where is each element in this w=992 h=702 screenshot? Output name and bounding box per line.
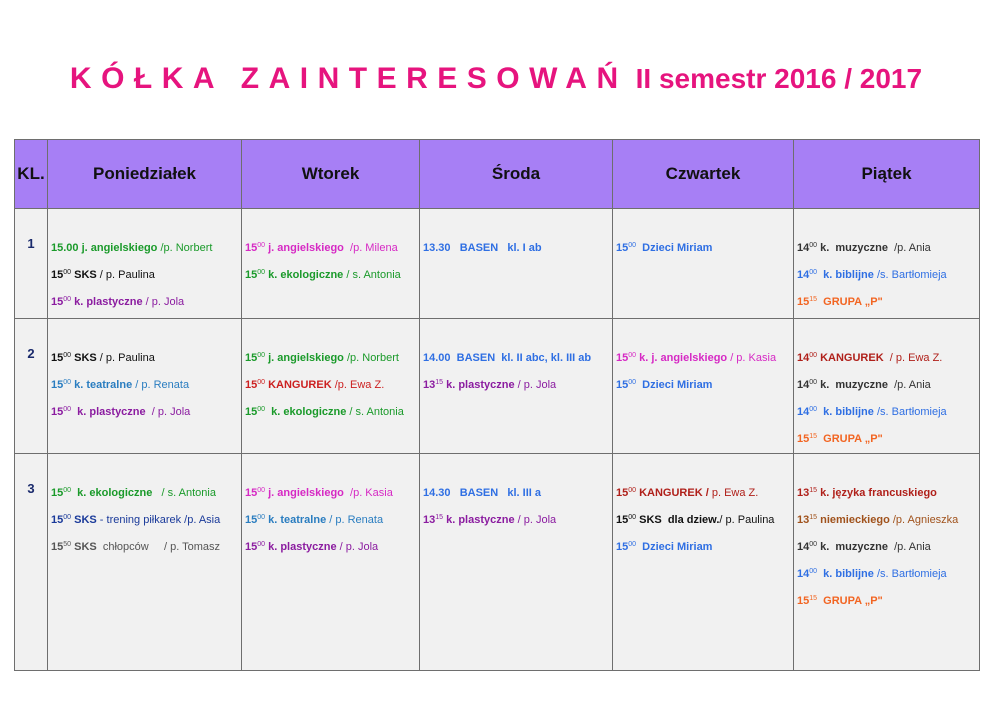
activity-time: 15 <box>616 514 629 526</box>
activity-entry <box>51 480 241 507</box>
activity-teacher: / p. Paulina <box>96 352 155 364</box>
activity-name: k. ekologiczne <box>71 487 153 499</box>
activity-teacher: /s. Bartłomieja <box>873 406 947 418</box>
cell-monday <box>48 209 242 319</box>
activity-entry <box>245 480 419 507</box>
activity-teacher: / p. Kasia <box>727 352 777 364</box>
activity-entry <box>616 480 793 507</box>
activity-time-minutes: 00 <box>257 352 266 359</box>
activity-time-minutes: 00 <box>809 242 818 249</box>
table-row <box>15 209 980 319</box>
activity-time-minutes: 15 <box>435 514 444 521</box>
activity-time: 14 <box>797 406 810 418</box>
activity-name: k. muzyczne <box>817 541 888 553</box>
activity-teacher: / s. Antonia <box>343 269 401 281</box>
activity-time-minutes: 00 <box>257 514 266 521</box>
activity-time: 15 <box>245 406 258 418</box>
activity-entry <box>797 507 979 534</box>
activity-name: k. teatralne <box>265 514 327 526</box>
activity-teacher: / p. Paulina <box>96 269 155 281</box>
cell-tuesday <box>242 454 420 671</box>
activity-entry <box>797 345 979 372</box>
cell-wednesday <box>420 209 613 319</box>
activity-time-minutes: 15 <box>809 296 818 303</box>
activity-time: 15 <box>797 595 810 607</box>
activity-time-minutes: 00 <box>809 379 818 386</box>
activity-entry <box>797 480 979 507</box>
activity-name: k. biblijne <box>817 406 874 418</box>
activity-entry <box>423 480 612 507</box>
header-thursday: Czwartek <box>613 140 794 209</box>
activity-name: k. muzyczne <box>817 242 888 254</box>
title-main: KÓŁKA ZAINTERESOWAŃ <box>69 62 628 95</box>
activity-time: 15 <box>51 296 64 308</box>
activity-time-minutes: 15 <box>809 487 818 494</box>
activity-time-minutes: 00 <box>809 352 818 359</box>
activity-entry <box>423 507 612 534</box>
activity-entry <box>797 561 979 588</box>
activity-time: 14 <box>797 242 810 254</box>
activity-time-minutes: 00 <box>63 487 72 494</box>
activity-entry <box>51 289 241 316</box>
activity-time-minutes: 00 <box>809 568 818 575</box>
cell-thursday <box>613 454 794 671</box>
activity-name: j. angielskiego <box>265 487 344 499</box>
cell-wednesday <box>420 454 613 671</box>
activity-time: 13 <box>797 487 810 499</box>
activity-time-minutes: 00 <box>628 541 637 548</box>
header-wednesday: Środa <box>420 140 613 209</box>
activity-time: 15 <box>51 269 64 281</box>
activity-time: 15.00 <box>51 242 79 254</box>
activity-teacher: /s. Bartłomieja <box>873 269 947 281</box>
activity-time: 15 <box>51 541 64 553</box>
header-row <box>15 140 980 209</box>
activity-time-minutes: 15 <box>435 379 444 386</box>
activity-teacher: /s. Bartłomieja <box>873 568 947 580</box>
cell-tuesday <box>242 319 420 454</box>
activity-time-minutes: 00 <box>257 406 266 413</box>
schedule-table <box>14 139 980 671</box>
activity-name: k. biblijne <box>817 568 874 580</box>
activity-name: j. angielskiego <box>78 242 158 254</box>
activity-entry <box>616 372 793 399</box>
activity-teacher: / p. Paulina <box>719 514 775 526</box>
activity-name: GRUPA „P" <box>817 433 883 445</box>
activity-entry <box>616 507 793 534</box>
activity-name: k. plastyczne <box>265 541 337 553</box>
activity-time: 15 <box>51 379 64 391</box>
activity-name: BASEN kl. I ab <box>450 242 542 254</box>
class-number: 3 <box>15 454 48 671</box>
activity-entry <box>245 507 419 534</box>
activity-name: k. teatralne <box>71 379 133 391</box>
activity-time-minutes: 00 <box>257 541 266 548</box>
activity-time: 15 <box>51 514 64 526</box>
activity-entry <box>616 534 793 561</box>
cell-tuesday <box>242 209 420 319</box>
activity-entry <box>245 345 419 372</box>
activity-time-minutes: 00 <box>63 379 72 386</box>
activity-entry <box>423 345 612 372</box>
activity-teacher: /p. Kasia <box>343 487 393 499</box>
activity-teacher: /p. Ania <box>887 242 931 254</box>
cell-monday <box>48 454 242 671</box>
activity-time: 13.30 <box>423 242 451 254</box>
cell-monday <box>48 319 242 454</box>
activity-name: SKS <box>71 514 97 526</box>
activity-time: 15 <box>245 541 258 553</box>
activity-name: SKS <box>71 352 97 364</box>
activity-entry <box>51 507 241 534</box>
activity-time: 13 <box>423 379 436 391</box>
activity-time: 13 <box>797 514 810 526</box>
activity-teacher: /p. Norbert <box>343 352 399 364</box>
activity-name: Dzieci Miriam <box>636 379 713 391</box>
activity-time-minutes: 00 <box>63 514 72 521</box>
activity-name: SKS <box>71 541 97 553</box>
activity-name: KANGUREK <box>265 379 332 391</box>
activity-entry <box>797 426 979 453</box>
activity-teacher: /p. Agnieszka <box>889 514 959 526</box>
activity-name: Dzieci Miriam <box>636 541 713 553</box>
header-monday: Poniedziałek <box>48 140 242 209</box>
activity-entry <box>797 289 979 316</box>
activity-time: 15 <box>51 352 64 364</box>
activity-time-minutes: 00 <box>63 406 72 413</box>
activity-name: GRUPA „P" <box>817 296 883 308</box>
activity-entry <box>616 345 793 372</box>
activity-entry <box>245 399 419 426</box>
page-title <box>0 62 992 96</box>
activity-time: 15 <box>245 487 258 499</box>
activity-name: j. angielskiego <box>265 352 344 364</box>
activity-teacher: /p. Ewa Z. <box>331 379 385 391</box>
class-number: 2 <box>15 319 48 454</box>
activity-teacher: / p. Jola <box>145 406 191 418</box>
activity-time: 15 <box>51 406 64 418</box>
activity-entry <box>51 235 241 262</box>
cell-friday <box>794 454 980 671</box>
activity-time-minutes: 00 <box>63 352 72 359</box>
activity-name: j. angielskiego <box>265 242 344 254</box>
activity-time: 14.00 <box>423 352 451 364</box>
activity-entry <box>245 235 419 262</box>
activity-entry <box>616 235 793 262</box>
activity-time-minutes: 15 <box>809 514 818 521</box>
activity-teacher: / p. Jola <box>336 541 379 553</box>
activity-time: 15 <box>616 487 629 499</box>
activity-name: KANGUREK / <box>636 487 709 499</box>
activity-teacher: / p. Jola <box>142 296 185 308</box>
activity-teacher: / p. Renata <box>326 514 384 526</box>
header-tuesday: Wtorek <box>242 140 420 209</box>
activity-time: 14 <box>797 269 810 281</box>
activity-teacher: - trening piłkarek /p. Asia <box>96 514 221 526</box>
activity-time-minutes: 50 <box>63 541 72 548</box>
activity-time-minutes: 00 <box>809 541 818 548</box>
activity-time: 14 <box>797 568 810 580</box>
activity-time-minutes: 00 <box>628 379 637 386</box>
activity-teacher: /p. Ania <box>887 541 931 553</box>
cell-friday <box>794 209 980 319</box>
activity-name: k. ekologiczne <box>265 406 347 418</box>
activity-time-minutes: 00 <box>809 406 818 413</box>
activity-teacher: / p. Jola <box>514 379 557 391</box>
activity-teacher: / s. Antonia <box>346 406 404 418</box>
activity-teacher: /p. Ania <box>887 379 931 391</box>
activity-entry <box>51 372 241 399</box>
activity-time: 14 <box>797 379 810 391</box>
activity-entry <box>797 534 979 561</box>
header-kl: KL. <box>15 140 48 209</box>
activity-name: KANGUREK <box>817 352 884 364</box>
activity-entry <box>423 372 612 399</box>
activity-time: 13 <box>423 514 436 526</box>
table-row <box>15 454 980 671</box>
activity-time: 15 <box>616 379 629 391</box>
activity-time-minutes: 00 <box>257 379 266 386</box>
activity-name: k. muzyczne <box>817 379 888 391</box>
activity-entry <box>797 399 979 426</box>
activity-name: k. plastyczne <box>71 406 146 418</box>
activity-teacher: / p. Renata <box>132 379 190 391</box>
activity-teacher: p. Ewa Z. <box>708 487 759 499</box>
activity-entry <box>797 372 979 399</box>
cell-thursday <box>613 209 794 319</box>
activity-entry <box>797 588 979 615</box>
activity-teacher: chłopców / p. Tomasz <box>96 541 221 553</box>
activity-time: 15 <box>51 487 64 499</box>
activity-time: 15 <box>245 242 258 254</box>
activity-time-minutes: 00 <box>628 242 637 249</box>
title-semester: II semestr 2016 / 2017 <box>635 63 923 94</box>
activity-time-minutes: 00 <box>257 242 266 249</box>
cell-wednesday <box>420 319 613 454</box>
activity-teacher: /p. Norbert <box>157 242 213 254</box>
activity-time: 14 <box>797 541 810 553</box>
activity-time: 15 <box>797 296 810 308</box>
header-friday: Piątek <box>794 140 980 209</box>
activity-entry <box>51 399 241 426</box>
cell-friday <box>794 319 980 454</box>
activity-time-minutes: 15 <box>809 595 818 602</box>
activity-name: GRUPA „P" <box>817 595 883 607</box>
activity-time: 15 <box>616 352 629 364</box>
cell-thursday <box>613 319 794 454</box>
activity-teacher: / p. Jola <box>514 514 557 526</box>
activity-time-minutes: 00 <box>257 487 266 494</box>
activity-time: 14.30 <box>423 487 451 499</box>
activity-entry <box>797 235 979 262</box>
activity-name: k. plastyczne <box>443 514 515 526</box>
activity-time: 15 <box>245 269 258 281</box>
activity-time-minutes: 15 <box>809 433 818 440</box>
activity-time-minutes: 00 <box>628 352 637 359</box>
activity-name: k. plastyczne <box>443 379 515 391</box>
activity-entry <box>51 262 241 289</box>
activity-name: k. plastyczne <box>71 296 143 308</box>
activity-time-minutes: 00 <box>257 269 266 276</box>
activity-teacher: /p. Milena <box>343 242 398 254</box>
activity-entry <box>245 372 419 399</box>
activity-name: k. języka francuskiego <box>817 487 937 499</box>
activity-time: 15 <box>616 541 629 553</box>
activity-time-minutes: 00 <box>628 514 637 521</box>
activity-entry <box>797 262 979 289</box>
activity-teacher: / p. Ewa Z. <box>883 352 943 364</box>
activity-time-minutes: 00 <box>63 296 72 303</box>
activity-entry <box>423 235 612 262</box>
activity-entry <box>51 345 241 372</box>
activity-entry <box>51 534 241 561</box>
activity-time-minutes: 00 <box>628 487 637 494</box>
activity-name: BASEN kl. II abc, kl. III ab <box>450 352 592 364</box>
activity-time: 15 <box>245 352 258 364</box>
activity-teacher: / s. Antonia <box>152 487 216 499</box>
activity-time-minutes: 00 <box>809 269 818 276</box>
activity-time: 15 <box>245 379 258 391</box>
activity-name: k. j. angielskiego <box>636 352 728 364</box>
class-number: 1 <box>15 209 48 319</box>
activity-name: k. ekologiczne <box>265 269 344 281</box>
activity-time: 15 <box>797 433 810 445</box>
activity-entry <box>245 534 419 561</box>
activity-time: 14 <box>797 352 810 364</box>
table-row <box>15 319 980 454</box>
activity-time: 15 <box>245 514 258 526</box>
activity-name: k. biblijne <box>817 269 874 281</box>
activity-name: SKS dla dziew. <box>636 514 720 526</box>
activity-entry <box>245 262 419 289</box>
activity-name: niemieckiego <box>817 514 890 526</box>
activity-name: SKS <box>71 269 97 281</box>
activity-time: 15 <box>616 242 629 254</box>
activity-time-minutes: 00 <box>63 269 72 276</box>
activity-name: Dzieci Miriam <box>636 242 713 254</box>
activity-name: BASEN kl. III a <box>450 487 542 499</box>
